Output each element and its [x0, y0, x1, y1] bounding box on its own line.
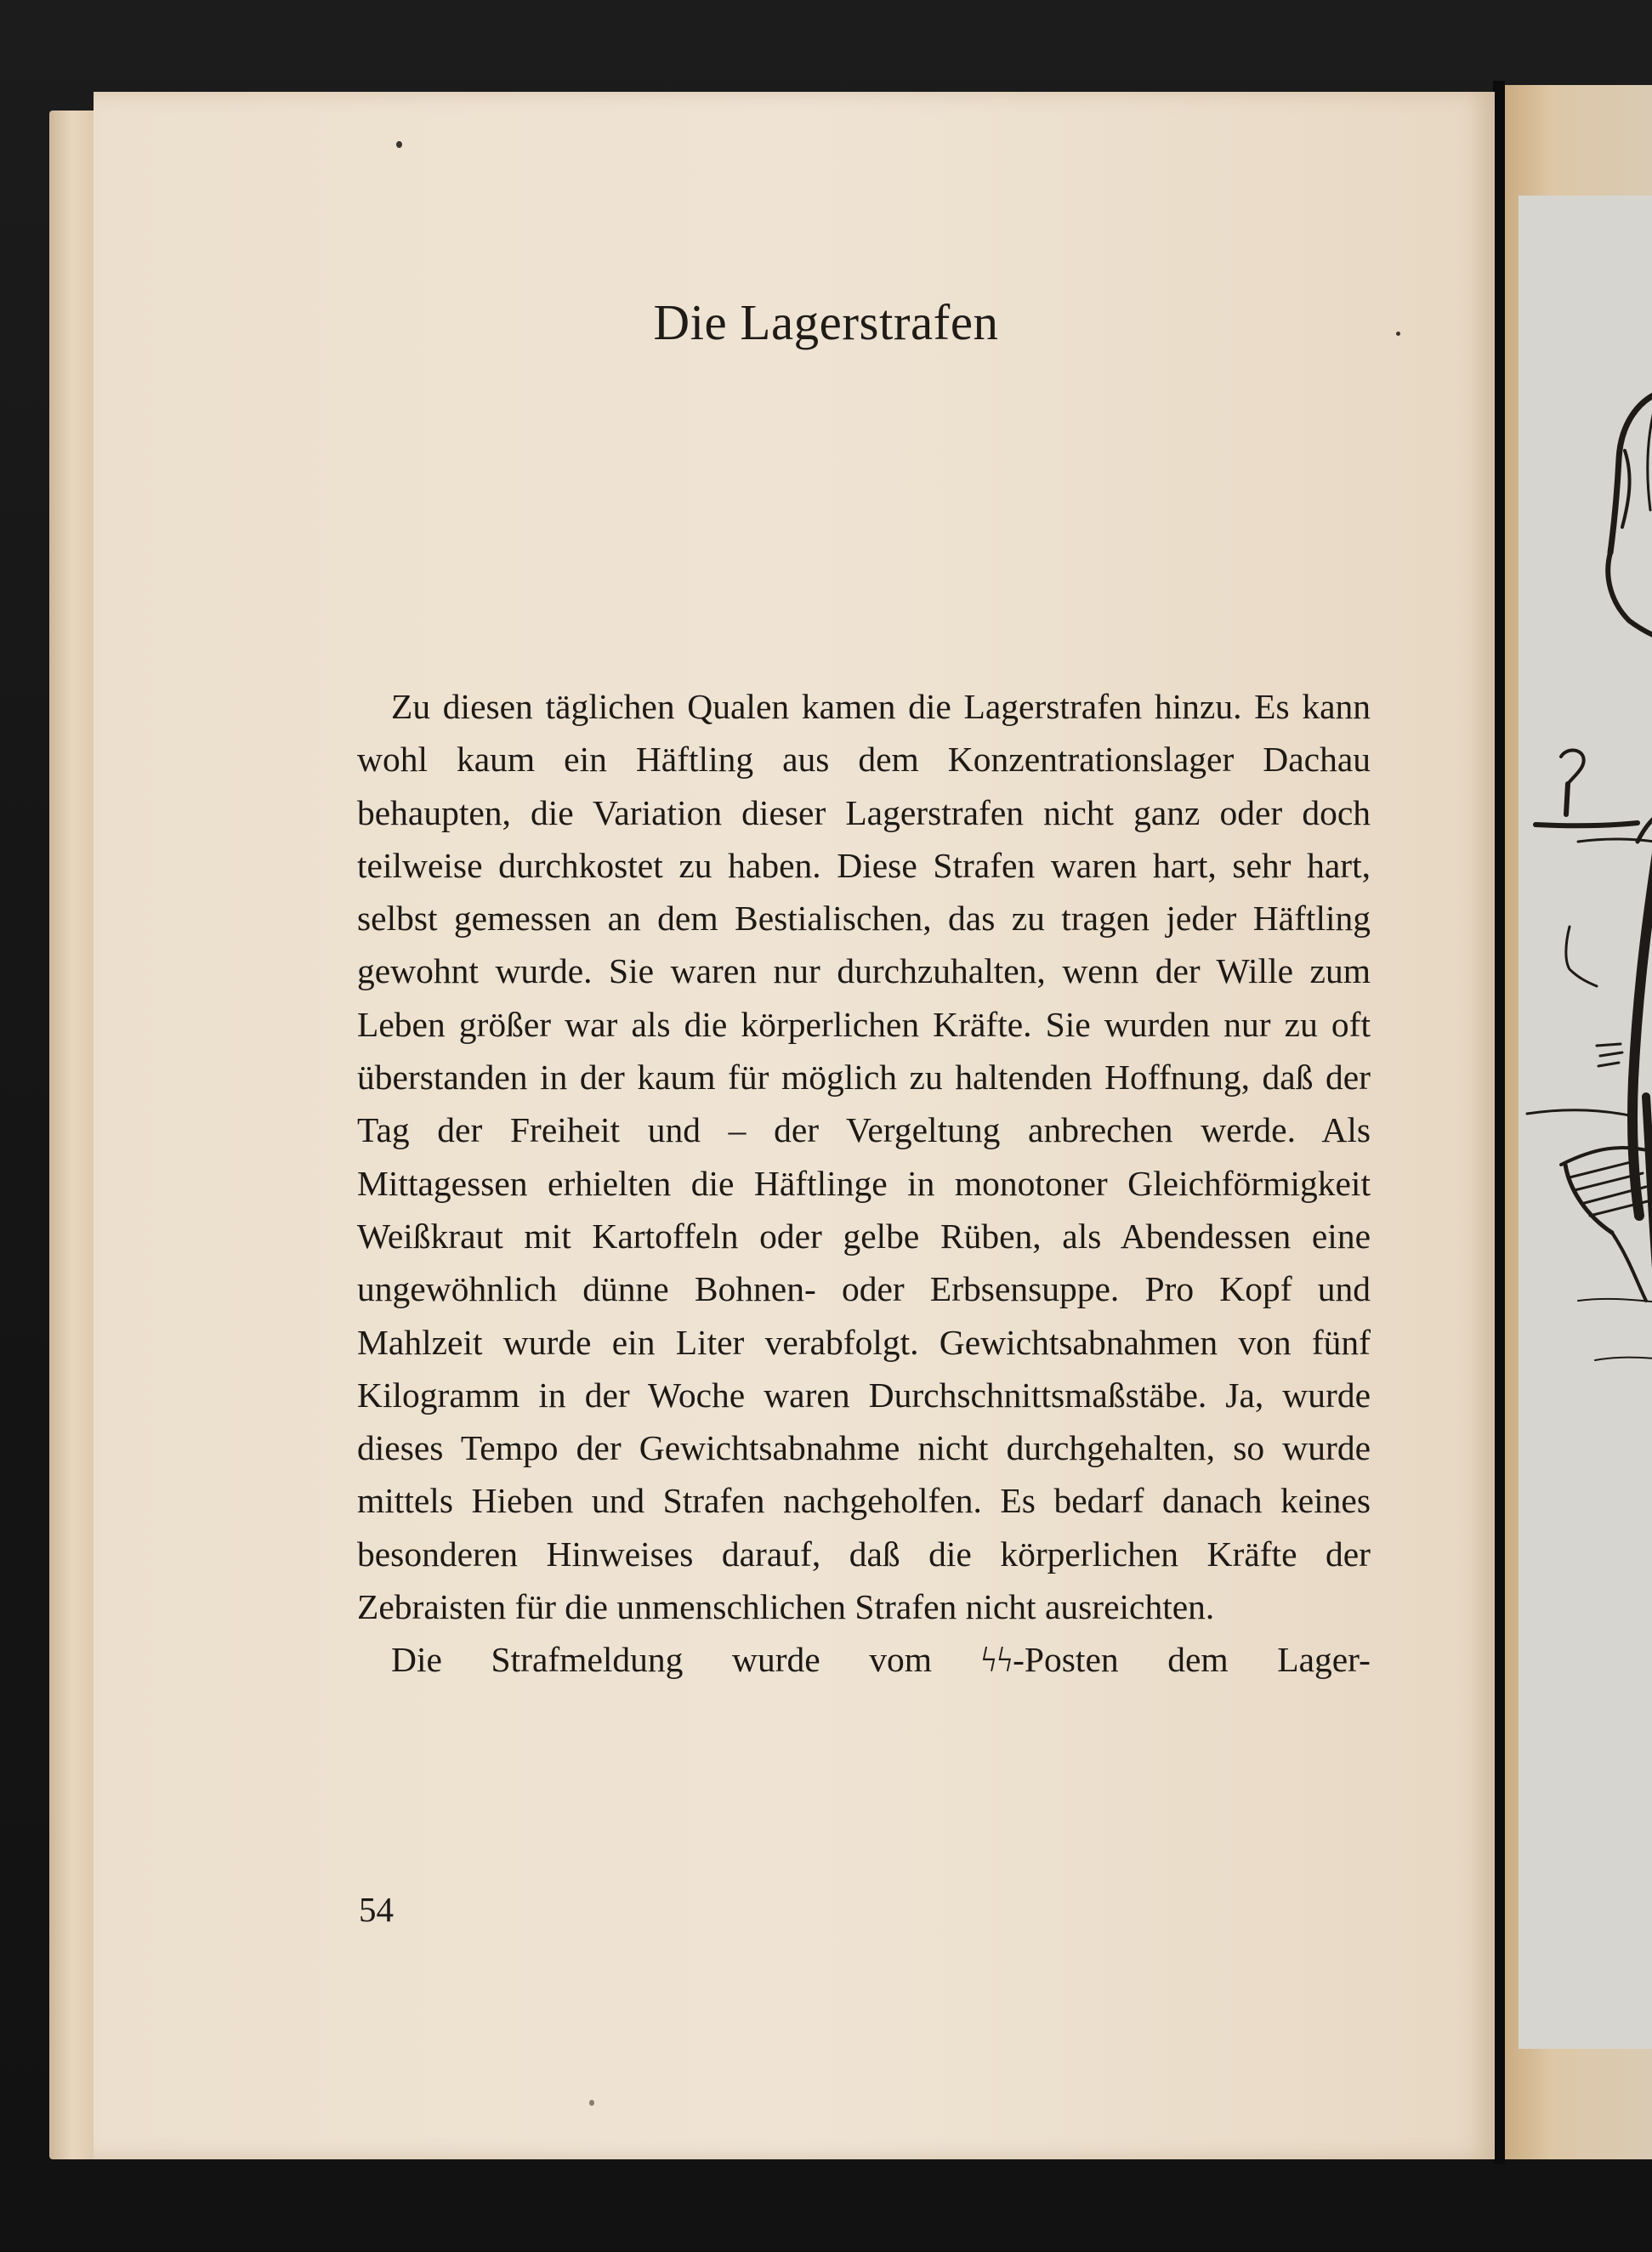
ink-speck	[396, 141, 402, 148]
paragraph: Zu diesen täglichen Qualen kamen die Lagerstrafen hinzu. Es kann wohl kaum ein Häftling aus dem Konzentrationslager Dachau behaupten, die Variation dieser Lagerstrafen nicht ganz oder doch teilweise durchkostet zu haben. Diese Strafen waren hart, sehr hart, selbst gemessen an dem Bestialischen, das zu tragen jeder Häftling gewohnt wurde. Sie waren nur durchzuhalten, wenn der Wille zum Leben größer war als die körperlichen Kräfte. Sie wurden nur zu oft überstanden in der kaum für möglich zu haltenden Hoffnung, daß der Tag der Freiheit und – der Vergeltung anbrechen werde. Als Mittagessen erhielten die Häftlinge in monotoner Gleichförmigkeit Weißkraut mit Kartoffeln oder gelbe Rüben, als Abendessen eine ungewöhnlich dünne Bohnen- oder Erbsensuppe. Pro Kopf und Mahlzeit wurde ein Liter verabfolgt. Gewichtsabnahmen von fünf Kilogramm in der Woche waren Durchschnittsmaßstäbe. Ja, wurde dieses Tempo der Gewichtsabnahme nicht durchgehalten, so wurde mittels Hieben und Strafen nachgeholfen. Es bedarf danach keines besonderen Hinweises darauf, daß die körperlichen Kräfte der Zebraisten für die unmenschlichen Strafen nicht ausreichten.	[357, 687, 1371, 1627]
chapter-title: Die Lagerstrafen	[653, 294, 999, 350]
paragraph: Die Strafmeldung wurde vom ϟϟ-Posten dem Lager-	[391, 1640, 1371, 1680]
ink-speck	[589, 2100, 594, 2106]
sketch-illustration	[1519, 196, 1652, 2049]
spine-shadow	[1493, 81, 1505, 2164]
body-text	[357, 680, 1371, 1687]
page-stack-edge	[49, 111, 100, 2159]
page-number: 54	[359, 1890, 394, 1929]
